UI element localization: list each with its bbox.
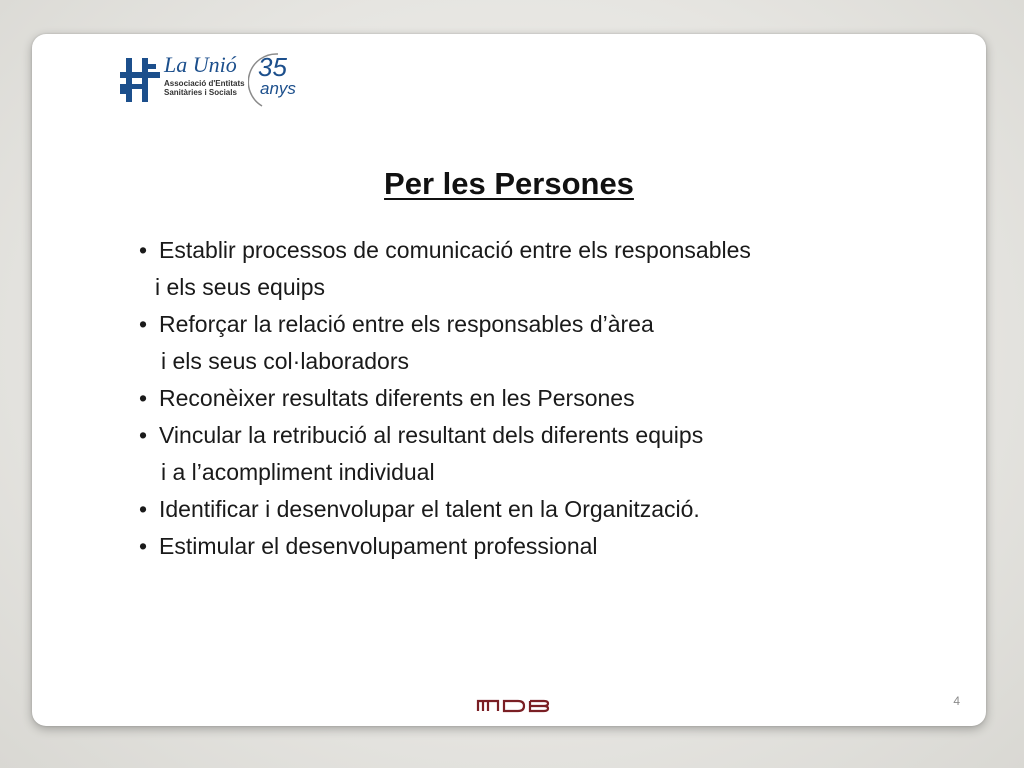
bullet-continuation: i els seus equips — [155, 274, 326, 300]
bullet-text: Identificar i desenvolupar el talent en la Organització. — [159, 496, 700, 522]
bullet-item — [139, 491, 939, 528]
bullet-dot-icon: • — [139, 533, 148, 559]
bullet-dot-icon: • — [139, 311, 148, 337]
logo-anniversary-word: anys — [260, 79, 296, 98]
la-unio-logo — [120, 50, 320, 114]
logo-anniversary-number: 35 — [258, 52, 287, 82]
bullet-item — [139, 306, 939, 343]
page-number: 4 — [953, 694, 960, 708]
bullet-item — [139, 232, 939, 269]
logo-name: La Unió — [164, 52, 237, 77]
bullet-dot-icon: • — [139, 237, 148, 263]
bullet-dot-icon: • — [139, 385, 148, 411]
logo-subtitle — [164, 79, 245, 97]
slide-title: Per les Persones — [384, 166, 634, 201]
bullet-item — [139, 528, 939, 565]
bullet-continuation: i els seus col·laboradors — [161, 348, 410, 374]
bullet-text: Reforçar la relació entre els responsables d’àrea — [159, 311, 654, 337]
bullet-text: Vincular la retribució al resultant dels diferents equips — [159, 422, 704, 448]
logo-subtitle-line1: Associació d'Entitats — [164, 79, 245, 88]
slide — [32, 34, 986, 726]
bullet-list — [139, 232, 939, 565]
hospital-cross-icon — [120, 58, 160, 102]
bullet-text: Establir processos de comunicació entre els responsables — [159, 237, 751, 263]
bullet-dot-icon: • — [139, 496, 148, 522]
bullet-continuation: i a l’acompliment individual — [161, 459, 435, 485]
mdb-footer-logo — [476, 699, 550, 713]
bullet-dot-icon: • — [139, 422, 148, 448]
bullet-text: Reconèixer resultats diferents en les Persones — [159, 385, 635, 411]
logo-subtitle-line2: Sanitàries i Socials — [164, 88, 237, 97]
bullet-item — [139, 380, 939, 417]
bullet-text: Estimular el desenvolupament professional — [159, 533, 598, 559]
bullet-item — [139, 417, 939, 454]
